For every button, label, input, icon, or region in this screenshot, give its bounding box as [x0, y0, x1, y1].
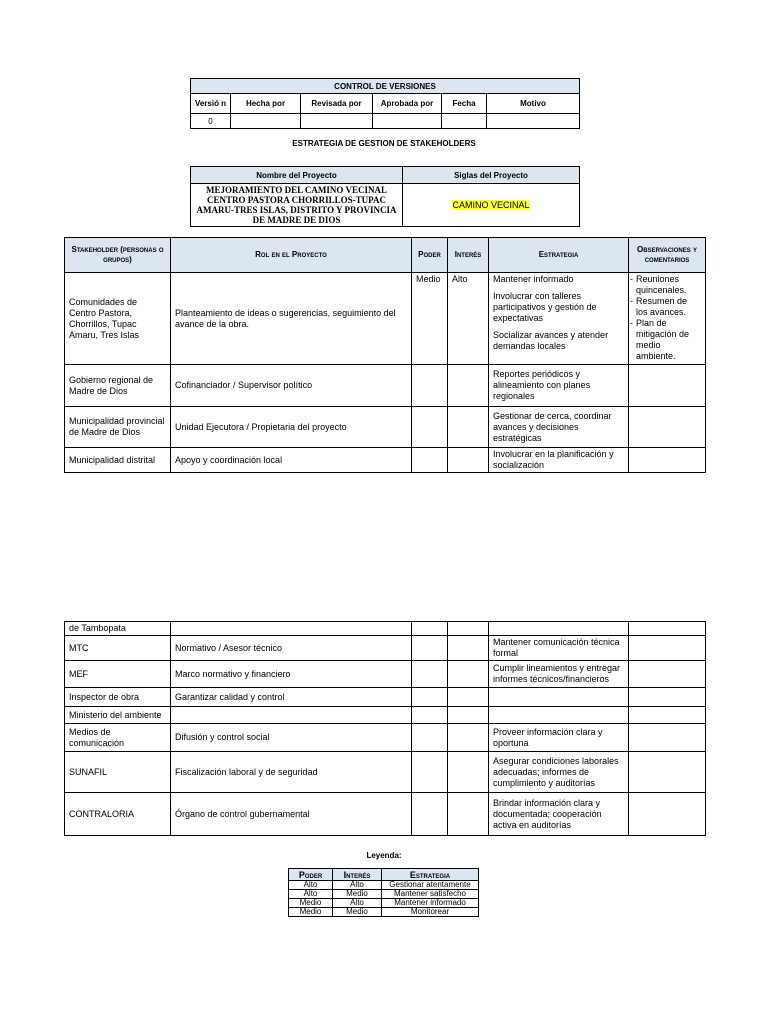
stakeholder-strategy: Proveer información clara y oportuna — [489, 724, 629, 752]
project-name: MEJORAMIENTO DEL CAMINO VECINAL CENTRO PASTORA CHORRILLOS-TUPAC AMARU-TRES ISLAS, DISTRITO Y PROVINCIA DE MADRE DE DIOS — [191, 184, 403, 227]
stakeholder-observations — [629, 661, 706, 688]
power-header: Poder — [412, 238, 448, 273]
strategy-header: Estrategia — [489, 238, 629, 273]
stakeholder-strategy: Asegurar condiciones laborales adecuadas; informes de cumplimiento y auditorías — [489, 752, 629, 793]
stakeholder-interest — [448, 448, 489, 473]
observation-item: - Resumen de los avances. — [630, 296, 701, 318]
stakeholder-observations — [629, 365, 706, 407]
stakeholder-role: Marco normativo y financiero — [171, 661, 412, 688]
version-control-table — [190, 78, 580, 129]
legend-cell: Mantener informado — [382, 899, 479, 908]
stakeholder-table — [64, 237, 706, 473]
stakeholder-table-continued — [64, 621, 706, 836]
table-row — [65, 365, 706, 407]
project-name-header: Nombre del Proyecto — [191, 167, 403, 184]
table-row — [65, 707, 706, 724]
stakeholder-role: Planteamiento de ideas o sugerencias, seguimiento del avance de la obra. — [171, 273, 412, 365]
stakeholder-observations — [629, 707, 706, 724]
stakeholder-observations — [629, 622, 706, 636]
table-row — [65, 661, 706, 688]
stakeholder-observations — [629, 636, 706, 661]
stakeholder-role: Cofinanciador / Supervisor político — [171, 365, 412, 407]
stakeholder-power — [412, 622, 448, 636]
version-header-cell: Motivo — [487, 94, 580, 114]
stakeholder-power — [412, 636, 448, 661]
stakeholder-power — [412, 448, 448, 473]
legend-header: Estrategia — [382, 869, 479, 881]
legend-title: Leyenda: — [366, 851, 402, 860]
legend-cell: Mantener satisfecho — [382, 890, 479, 899]
table-row — [65, 724, 706, 752]
role-header: Rol en el Proyecto — [171, 238, 412, 273]
stakeholder-strategy — [489, 273, 629, 365]
stakeholder-role: Difusión y control social — [171, 724, 412, 752]
stakeholder-interest — [448, 661, 489, 688]
project-acronym-header: Siglas del Proyecto — [403, 167, 580, 184]
stakeholder-name: MEF — [65, 661, 171, 688]
stakeholder-interest — [448, 688, 489, 707]
stakeholder-role: Unidad Ejecutora / Propietaria del proyecto — [171, 407, 412, 448]
stakeholder-strategy: Involucrar en la planificación y socialización — [489, 448, 629, 473]
version-control-title: CONTROL DE VERSIONES — [191, 79, 580, 94]
version-header-cell: Hecha por — [231, 94, 301, 114]
stakeholder-interest — [448, 707, 489, 724]
stakeholder-strategy: Brindar información clara y documentada; cooperación activa en auditorías — [489, 793, 629, 836]
page-title: ESTRATEGIA DE GESTION DE STAKEHOLDERS — [292, 139, 476, 148]
version-header-cell: Versió n — [191, 94, 231, 114]
stakeholder-observations — [629, 752, 706, 793]
version-row — [191, 114, 580, 129]
version-cell — [301, 114, 373, 129]
stakeholder-role: Fiscalización laboral y de seguridad — [171, 752, 412, 793]
stakeholder-interest — [448, 793, 489, 836]
stakeholder-power — [412, 407, 448, 448]
interest-header: Interés — [448, 238, 489, 273]
stakeholder-name: SUNAFIL — [65, 752, 171, 793]
stakeholder-name: Ministerio del ambiente — [65, 707, 171, 724]
stakeholder-role: Garantizar calidad y control — [171, 688, 412, 707]
stakeholder-power — [412, 752, 448, 793]
legend-header: Poder — [289, 869, 333, 881]
version-header-row — [191, 94, 580, 114]
version-cell — [442, 114, 487, 129]
stakeholder-role: Normativo / Asesor técnico — [171, 636, 412, 661]
stakeholder-observations — [629, 407, 706, 448]
strategy-item: Socializar avances y atender demandas locales — [493, 330, 609, 351]
legend-cell: Medio — [333, 890, 382, 899]
strategy-item: Mantener informado — [493, 274, 574, 284]
version-header-cell: Revisada por — [301, 94, 373, 114]
stakeholder-power — [412, 661, 448, 688]
legend-cell: Medio — [289, 899, 333, 908]
stakeholder-power — [412, 707, 448, 724]
observation-item: - Plan de mitigación de medio ambiente. — [630, 318, 701, 362]
version-header-cell: Fecha — [442, 94, 487, 114]
observation-item: - Reuniones quincenales. — [630, 274, 701, 296]
stakeholder-strategy — [489, 688, 629, 707]
stakeholder-power — [412, 365, 448, 407]
version-cell — [487, 114, 580, 129]
stakeholder-name: Medios de comunicación — [65, 724, 171, 752]
version-cell — [373, 114, 442, 129]
stakeholder-role — [171, 622, 412, 636]
table-row — [65, 622, 706, 636]
table-row — [65, 273, 706, 365]
stakeholder-interest — [448, 724, 489, 752]
stakeholder-strategy: Cumplir lineamientos y entregar informes técnicos/financieros — [489, 661, 629, 688]
stakeholder-strategy: Gestionar de cerca, coordinar avances y decisiones estratégicas — [489, 407, 629, 448]
stakeholder-power — [412, 724, 448, 752]
stakeholder-interest — [448, 365, 489, 407]
table-row — [65, 636, 706, 661]
legend-cell: Gestionar atentamente — [382, 881, 479, 890]
stakeholder-observations — [629, 724, 706, 752]
stakeholder-interest — [448, 752, 489, 793]
stakeholder-power: Medio — [412, 273, 448, 365]
stakeholder-role: Apoyo y coordinación local — [171, 448, 412, 473]
stakeholder-role: Órgano de control gubernamental — [171, 793, 412, 836]
stakeholder-name: CONTRALORIA — [65, 793, 171, 836]
stakeholder-name: Inspector de obra — [65, 688, 171, 707]
project-acronym: CAMINO VECINAL — [452, 200, 530, 210]
legend-cell: Alto — [289, 890, 333, 899]
legend-table — [288, 868, 479, 917]
stakeholder-observations — [629, 793, 706, 836]
table-row — [65, 688, 706, 707]
legend-cell: Alto — [289, 881, 333, 890]
stakeholder-name: Comunidades de Centro Pastora, Chorrillos, Tupac Amaru, Tres Islas — [65, 273, 171, 365]
stakeholder-power — [412, 688, 448, 707]
legend-header: Interés — [333, 869, 382, 881]
table-row — [65, 407, 706, 448]
stakeholder-name: Municipalidad distrital — [65, 448, 171, 473]
stakeholder-observations — [629, 273, 706, 365]
legend-row — [289, 908, 479, 917]
stakeholder-name: Municipalidad provincial de Madre de Dios — [65, 407, 171, 448]
stakeholder-strategy: Reportes periódicos y alineamiento con planes regionales — [489, 365, 629, 407]
legend-cell: Alto — [333, 899, 382, 908]
stakeholder-observations — [629, 448, 706, 473]
observations-header: Observaciones y comentarios — [629, 238, 706, 273]
version-cell: 0 — [191, 114, 231, 129]
table-row — [65, 752, 706, 793]
stakeholder-power — [412, 793, 448, 836]
stakeholder-interest — [448, 636, 489, 661]
strategy-item: Involucrar con talleres participativos y gestión de expectativas — [493, 291, 597, 323]
stakeholder-name: Gobierno regional de Madre de Dios — [65, 365, 171, 407]
legend-cell: Medio — [333, 908, 382, 917]
stakeholder-role — [171, 707, 412, 724]
legend-cell: Alto — [333, 881, 382, 890]
stakeholder-name: MTC — [65, 636, 171, 661]
stakeholder-interest — [448, 622, 489, 636]
version-header-cell: Aprobada por — [373, 94, 442, 114]
stakeholder-observations — [629, 688, 706, 707]
version-cell — [231, 114, 301, 129]
stakeholder-strategy — [489, 622, 629, 636]
table-row — [65, 448, 706, 473]
stakeholder-interest — [448, 407, 489, 448]
legend-cell: Monitorear — [382, 908, 479, 917]
legend-cell: Medio — [289, 908, 333, 917]
project-table — [190, 166, 580, 227]
table-row — [65, 793, 706, 836]
stakeholder-header: Stakeholder (personas o grupos) — [65, 238, 171, 273]
stakeholder-strategy: Mantener comunicación técnica formal — [489, 636, 629, 661]
stakeholder-name: de Tambopata — [65, 622, 171, 636]
stakeholder-interest: Alto — [448, 273, 489, 365]
stakeholder-strategy — [489, 707, 629, 724]
